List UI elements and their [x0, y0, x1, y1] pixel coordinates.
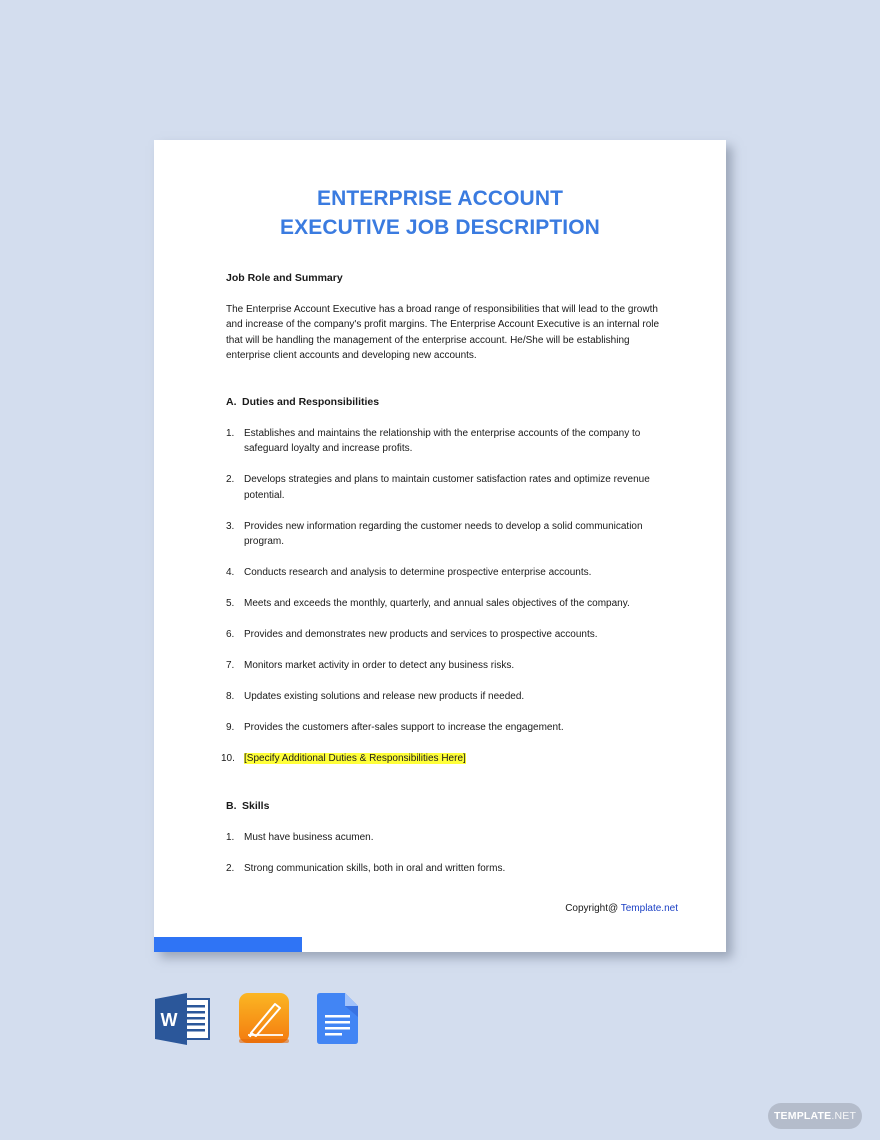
item-number: 4.	[226, 567, 235, 578]
list-item	[226, 627, 676, 643]
section-title: Duties and Responsibilities	[242, 395, 380, 408]
list-item	[226, 658, 676, 674]
list-item	[226, 472, 676, 503]
item-number: 7.	[226, 660, 235, 671]
watermark-light: .NET	[831, 1110, 857, 1122]
placeholder-text-highlighted: [Specify Additional Duties & Responsibilities Here]	[244, 753, 466, 764]
item-text: potential.	[244, 489, 285, 501]
item-text: Must have business acumen.	[244, 831, 374, 843]
template-net-watermark	[768, 1103, 862, 1129]
item-text: Updates existing solutions and release new products if needed.	[244, 691, 525, 702]
item-text: Meets and exceeds the monthly, quarterly, and annual sales objectives of the company.	[244, 598, 630, 609]
item-text: safeguard loyalty and increase profits.	[244, 443, 413, 454]
duties-list	[221, 426, 676, 767]
item-text: Conducts research and analysis to determine prospective enterprise accounts.	[244, 567, 592, 578]
document-body	[221, 271, 676, 876]
item-text: Provides and demonstrates new products and services to prospective accounts.	[244, 629, 598, 640]
watermark-bold: TEMPLATE	[773, 1110, 832, 1122]
summary-line: and increase of the company's profit margins. The Enterprise Account Executive is an internal role	[226, 319, 660, 330]
list-item-placeholder	[221, 751, 676, 767]
list-item	[226, 830, 676, 846]
list-item	[226, 720, 676, 736]
item-text: Strong communication skills, both in oral and written forms.	[244, 862, 506, 874]
item-text: Provides new information regarding the customer needs to develop a solid communication	[244, 520, 643, 532]
list-item	[226, 596, 676, 612]
list-item	[226, 689, 676, 705]
item-number: 2.	[226, 474, 235, 485]
item-number: 2.	[226, 862, 235, 874]
copyright-brand-link[interactable]: Template.net	[620, 903, 678, 914]
item-number: 1.	[226, 831, 235, 843]
item-text: Develops strategies and plans to maintain customer satisfaction rates and optimize revenue	[244, 474, 650, 485]
section-heading-skills	[226, 799, 676, 815]
item-number: 1.	[226, 427, 235, 439]
item-number: 3.	[226, 520, 235, 532]
list-item	[226, 861, 676, 877]
pages-icon[interactable]	[239, 993, 291, 1050]
list-item	[226, 565, 676, 581]
svg-text:W: W	[160, 1010, 178, 1030]
summary-line: enterprise client accounts and developing new accounts.	[226, 350, 477, 361]
section-letter: B.	[226, 799, 237, 812]
section-heading-duties	[226, 395, 676, 411]
item-text: Monitors market activity in order to detect any business risks.	[244, 660, 515, 671]
title-line-1: ENTERPRISE ACCOUNT	[316, 187, 564, 210]
copyright-prefix: Copyright@	[565, 903, 621, 914]
title-line-2: EXECUTIVE JOB DESCRIPTION	[280, 216, 600, 239]
list-item	[226, 519, 676, 550]
item-number: 10.	[221, 753, 235, 764]
item-number: 5.	[226, 598, 235, 609]
section-letter: A.	[226, 395, 237, 408]
item-number: 9.	[226, 722, 235, 733]
skills-list	[226, 830, 676, 877]
item-number: 6.	[226, 629, 235, 640]
summary-line: that will be handling the management of the enterprise account. He/She will be establishing	[226, 334, 630, 346]
summary-line: The Enterprise Account Executive has a broad range of responsibilities that will lead to the growth	[226, 303, 658, 315]
list-item	[226, 426, 676, 457]
google-docs-icon[interactable]	[317, 993, 359, 1050]
item-number: 8.	[226, 691, 235, 702]
item-text: Establishes and maintains the relationship with the enterprise accounts of the company to	[244, 427, 641, 439]
section-title: Skills	[242, 799, 270, 812]
summary-paragraph	[226, 302, 676, 364]
copyright-line	[565, 903, 678, 914]
document-page	[154, 140, 726, 952]
word-icon[interactable]	[155, 993, 211, 1050]
item-text: Provides the customers after-sales support to increase the engagement.	[244, 722, 564, 733]
accent-bar	[154, 937, 302, 952]
document-title	[154, 184, 726, 242]
item-text: program.	[244, 536, 285, 547]
summary-heading: Job Role and Summary	[226, 272, 343, 284]
